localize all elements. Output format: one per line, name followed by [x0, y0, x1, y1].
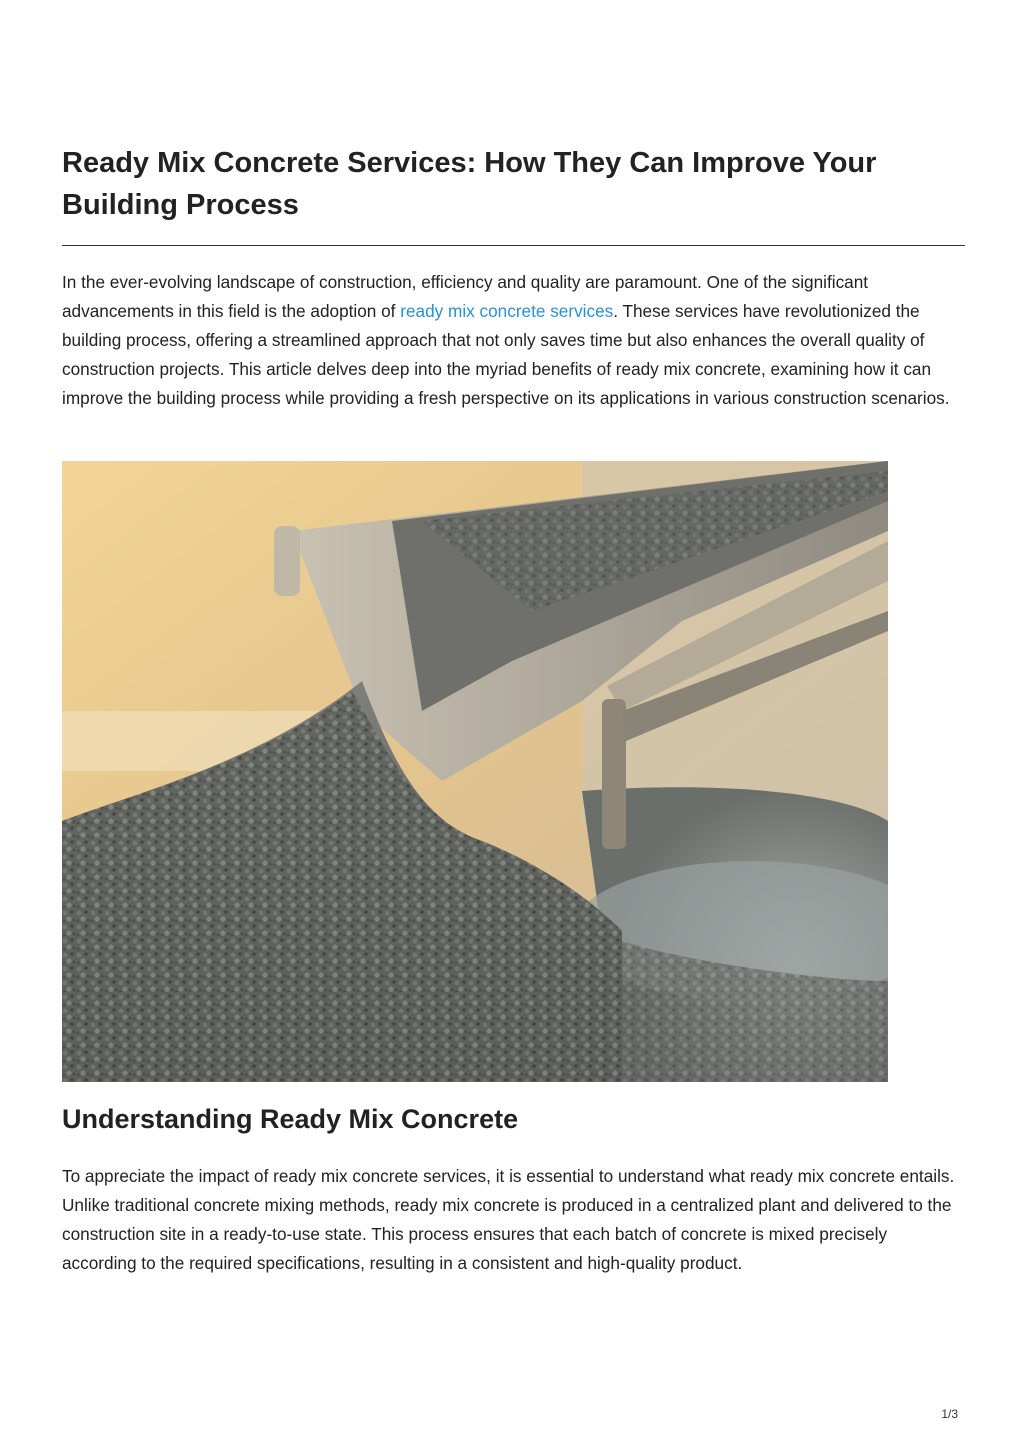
hero-image-concrete-pour	[62, 461, 888, 1082]
concrete-pour-illustration	[62, 461, 888, 1082]
ready-mix-services-link[interactable]: ready mix concrete services	[400, 301, 614, 321]
article-title: Ready Mix Concrete Services: How They Can Improve Your Building Process	[62, 147, 877, 221]
intro-paragraph	[62, 268, 965, 413]
title-divider	[62, 245, 965, 246]
intro-text-before-link: In the ever-evolving landscape of construction, efficiency and quality are paramount. One of the significant advancements in this field is the adoption of	[62, 272, 869, 321]
page-number: 1/3	[941, 1407, 958, 1421]
intro-text-after-link: . These services have revolutionized the building process, offering a streamlined approach that not only saves time but also enhances the overall quality of construction projects. This article delves deep into the myriad benefits of ready mix concrete, examining how it can improve the building process while providing a fresh perspective on its applications in various construction scenarios.	[62, 301, 950, 408]
section-paragraph: To appreciate the impact of ready mix concrete services, it is essential to understand what ready mix concrete entails. Unlike traditional concrete mixing methods, ready mix concrete is produced in a centralized plant and delivered to the construction site in a ready-to-use state. This process ensures that each batch of concrete is mixed precisely according to the required specifications, resulting in a consistent and high-quality product.	[62, 1166, 955, 1273]
section-heading: Understanding Ready Mix Concrete	[62, 1104, 519, 1134]
